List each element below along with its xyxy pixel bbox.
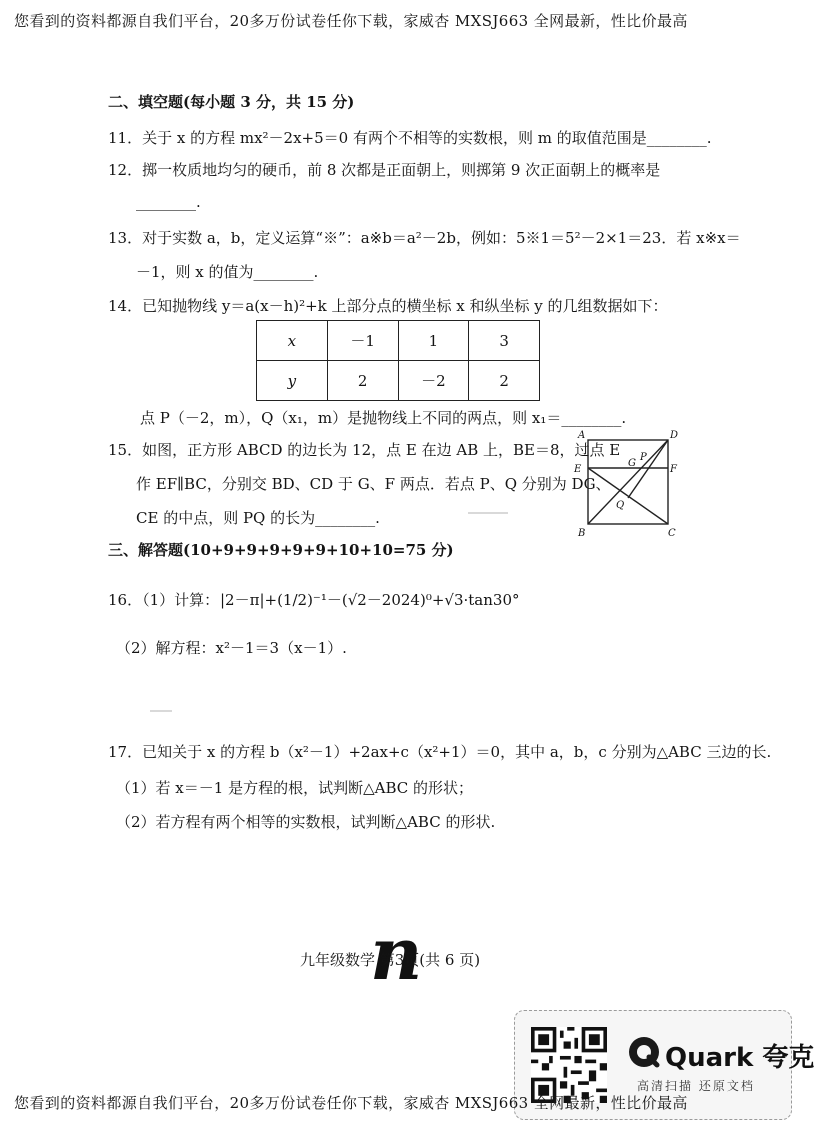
- section-3-heading: 三、解答题(10+9+9+9+9+9+10+10=75 分): [108, 541, 454, 559]
- table-row-x: [257, 321, 540, 361]
- question-16-part-2: （2）解方程：x²－1＝3（x－1）.: [116, 639, 347, 657]
- label-f: F: [670, 464, 677, 475]
- table-cell: 2: [469, 361, 540, 401]
- label-e: E: [574, 464, 582, 475]
- label-a: A: [578, 430, 586, 441]
- question-13-line-1: 13．对于实数 a，b，定义运算“※”：a※b＝a²－2b，例如：5※1＝5²－2×1＝23．若 x※x＝: [108, 229, 741, 247]
- table-cell: 3: [469, 321, 540, 361]
- question-17-stem: 17．已知关于 x 的方程 b（x²－1）+2ax+c（x²+1）＝0，其中 a，b，c 分别为△ABC 三边的长.: [108, 743, 772, 761]
- overlay-n-mark: n: [370, 911, 423, 996]
- label-b: B: [578, 528, 586, 539]
- label-q: Q: [616, 500, 625, 511]
- label-p: P: [640, 452, 647, 463]
- table-cell: y: [257, 361, 328, 401]
- question-16-part-1-prefix: 16．（1）计算：: [108, 591, 220, 609]
- page-number-footer: 九年级数学 第3页(共 6 页): [300, 951, 481, 969]
- question-16-expression: |2－π|+(1/2)⁻¹－(√2－2024)⁰+√3·tan30°: [220, 591, 520, 609]
- question-14-table: [256, 320, 540, 401]
- question-17-part-2: （2）若方程有两个相等的实数根，试判断△ABC 的形状.: [116, 813, 496, 831]
- question-15-line-2: 作 EF∥BC，分别交 BD、CD 于 G、F 两点．若点 P、Q 分别为 DG、: [136, 475, 611, 493]
- table-cell: 2: [327, 361, 398, 401]
- top-banner: 您看到的资料都源自我们平台，20多万份试卷任你下载，家威杏 MXSJ663 全网最新，性比价最高: [14, 12, 688, 30]
- square-geometry-figure: [572, 428, 682, 540]
- section-2-heading: 二、填空题(每小题 3 分，共 15 分): [108, 93, 355, 111]
- quark-brand-name: Quark 夸克: [665, 1043, 814, 1073]
- question-15-line-1: 15．如图，正方形 ABCD 的边长为 12，点 E 在边 AB 上，BE＝8，过点 E: [108, 441, 621, 459]
- scan-smudge: [468, 512, 508, 514]
- table-row-y: [257, 361, 540, 401]
- question-17-part-1: （1）若 x＝－1 是方程的根，试判断△ABC 的形状；: [116, 779, 473, 797]
- table-cell: －1: [327, 321, 398, 361]
- question-14-answer-line: 点 P（－2，m），Q（x₁，m）是抛物线上不同的两点，则 x₁＝________.: [140, 409, 627, 427]
- question-14-intro: 14．已知抛物线 y＝a(x－h)²+k 上部分点的横坐标 x 和纵坐标 y 的几组数据如下：: [108, 297, 668, 315]
- table-cell: 1: [398, 321, 469, 361]
- label-d: D: [670, 430, 679, 441]
- question-13-line-2: －1，则 x 的值为________.: [136, 263, 319, 281]
- question-15-line-3: CE 的中点，则 PQ 的长为________.: [136, 509, 380, 527]
- table-cell: －2: [398, 361, 469, 401]
- question-11: 11．关于 x 的方程 mx²－2x+5＝0 有两个不相等的实数根，则 m 的取值范围是________.: [108, 129, 712, 147]
- label-g: G: [628, 458, 636, 469]
- question-12-line-2: ________.: [136, 193, 201, 211]
- question-12-line-1: 12．掷一枚质地均匀的硬币，前 8 次都是正面朝上，则掷第 9 次正面朝上的概率是: [108, 161, 661, 179]
- quark-logo-icon: [627, 1035, 661, 1069]
- bottom-banner: 您看到的资料都源自我们平台，20多万份试卷任你下载，家威杏 MXSJ663 全网最新，性比价最高: [14, 1094, 688, 1112]
- quark-tagline: 高清扫描 还原文档: [637, 1079, 755, 1093]
- scan-smudge: [150, 710, 172, 712]
- table-cell: x: [257, 321, 328, 361]
- label-c: C: [668, 528, 676, 539]
